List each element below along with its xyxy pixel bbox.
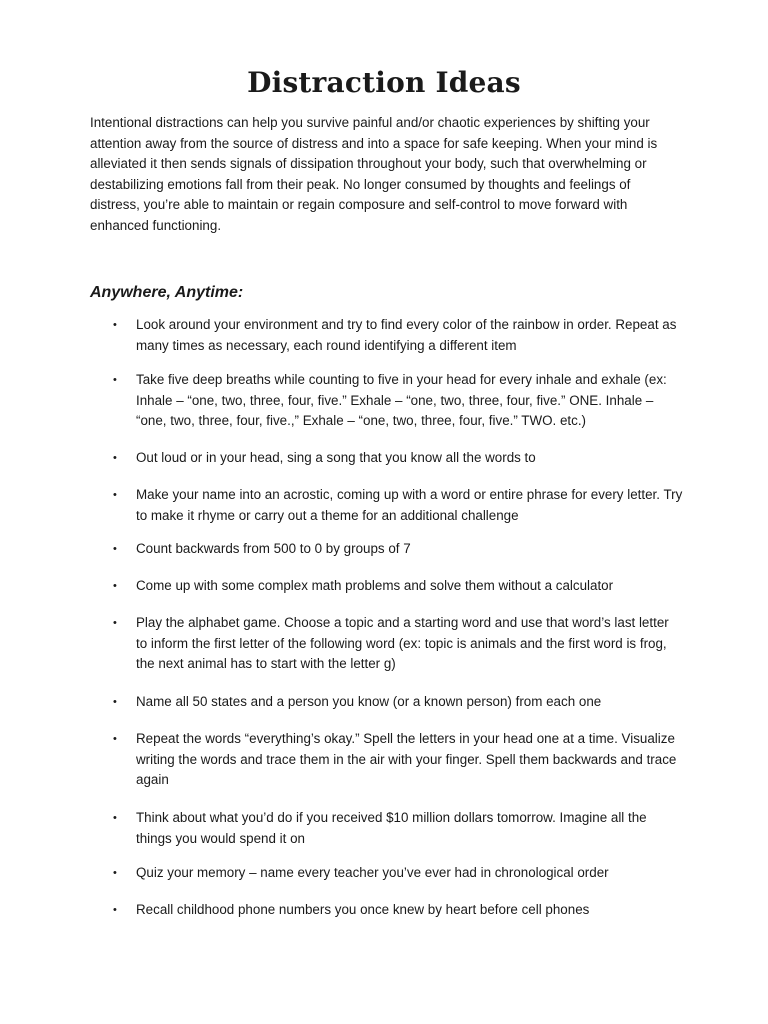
- list-item: [113, 485, 683, 526]
- list-item-text: Think about what you’d do if you received $10 million dollars tomorrow. Imagine all the things you would spend it on: [136, 810, 647, 846]
- bullet-icon: •: [113, 696, 117, 708]
- bullet-icon: •: [113, 374, 117, 386]
- list-item: [113, 900, 683, 921]
- list-item-text: Make your name into an acrostic, coming up with a word or entire phrase for every letter. Try to make it rhyme or carry out a theme for an additional challenge: [136, 487, 683, 523]
- list-item-text: Recall childhood phone numbers you once knew by heart before cell phones: [136, 902, 590, 917]
- list-item: [113, 448, 683, 469]
- bullet-icon: •: [113, 489, 117, 501]
- bullet-icon: •: [113, 867, 117, 879]
- list-item: [113, 863, 683, 884]
- bullet-icon: •: [113, 543, 117, 555]
- list-item: [113, 729, 683, 791]
- list-item: [113, 692, 683, 713]
- list-item: [113, 539, 683, 560]
- bullet-icon: •: [113, 733, 117, 745]
- page-title: Distraction Ideas: [247, 66, 521, 99]
- list-item-text: Take five deep breaths while counting to five in your head for every inhale and exhale (ex: Inhale – “one, two, three, four, five.” Exhale – “one, two, three, four, five.” ONE. Inhale – “one, two, three, four, five.,” Exhale – “one, two, three, four, five.” TWO. etc.): [136, 372, 667, 428]
- list-item-text: Out loud or in your head, sing a song that you know all the words to: [136, 450, 536, 465]
- bullet-icon: •: [113, 617, 117, 629]
- list-item-text: Quiz your memory – name every teacher you’ve ever had in chronological order: [136, 865, 609, 880]
- list-item: [113, 315, 683, 356]
- list-item-text: Play the alphabet game. Choose a topic and a starting word and use that word’s last letter to inform the first letter of the following word (ex: topic is animals and the first word is frog, the next animal has to start with the letter g): [136, 615, 669, 671]
- bullet-icon: •: [113, 812, 117, 824]
- bullet-icon: •: [113, 580, 117, 592]
- list-item-text: Repeat the words “everything’s okay.” Spell the letters in your head one at a time. Visualize writing the words and trace them in the air with your finger. Spell them backwards and trace again: [136, 731, 677, 787]
- list-item-text: Come up with some complex math problems and solve them without a calculator: [136, 578, 614, 593]
- list-item-text: Look around your environment and try to find every color of the rainbow in order. Repeat as many times as necessary, each round identifying a different item: [136, 317, 677, 353]
- bullet-icon: •: [113, 319, 117, 331]
- list-item-text: Count backwards from 500 to 0 by groups of 7: [136, 541, 411, 556]
- list-item: [113, 808, 683, 849]
- section-heading: Anywhere, Anytime:: [90, 284, 244, 301]
- intro-paragraph: Intentional distractions can help you survive painful and/or chaotic experiences by shifting your attention away from the source of distress and into a space for safe keeping. When your mind is alleviated it then sends signals of dissipation throughout your body, such that overwhelming or destabilizing emotions fall from their peak. No longer consumed by thoughts and feelings of distress, you’re able to maintain or regain composure and self-control to move forward with enhanced functioning.: [90, 115, 658, 233]
- list-item-text: Name all 50 states and a person you know (or a known person) from each one: [136, 694, 602, 709]
- bullet-icon: •: [113, 904, 117, 916]
- list-item: [113, 370, 683, 432]
- list-item: [113, 613, 683, 675]
- bullet-icon: •: [113, 452, 117, 464]
- list-item: [113, 576, 683, 597]
